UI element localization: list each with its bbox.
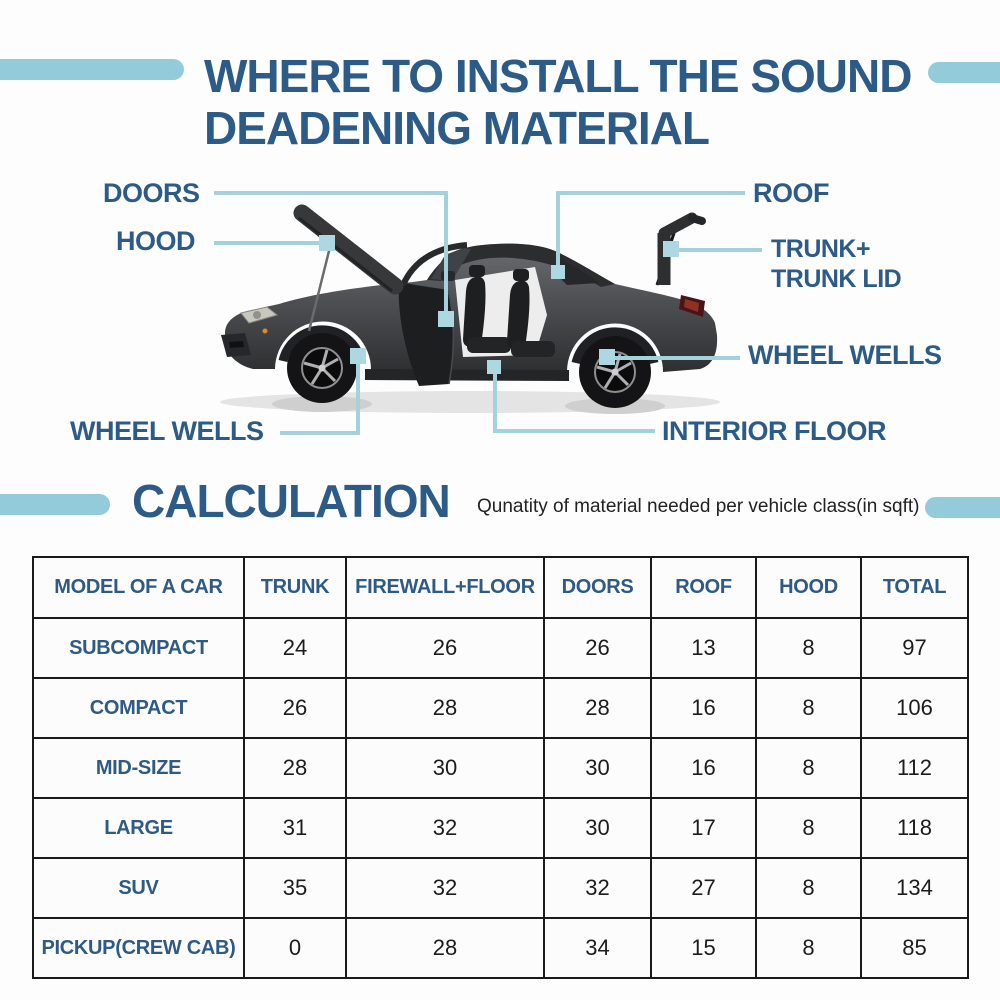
car-front-wheel bbox=[287, 333, 357, 403]
table-row-large bbox=[33, 798, 968, 858]
interior-floor-line-h bbox=[493, 429, 655, 433]
calculation-heading: CALCULATION bbox=[132, 475, 450, 527]
cell-model: PICKUP(CREW CAB) bbox=[33, 918, 244, 978]
cell-value: 112 bbox=[861, 738, 968, 798]
car-illustration bbox=[205, 185, 765, 435]
header-total: TOTAL bbox=[861, 557, 968, 618]
wheel-wells-right-marker bbox=[599, 349, 615, 365]
decor-pill-calc-left bbox=[0, 494, 110, 515]
wheel-wells-left-marker bbox=[350, 348, 366, 364]
label-wheel-wells-right: WHEEL WELLS bbox=[748, 340, 942, 370]
cell-value: 8 bbox=[756, 798, 861, 858]
trunk-callout-line bbox=[678, 248, 762, 252]
cell-value: 26 bbox=[544, 618, 651, 678]
doors-callout-line-v bbox=[444, 191, 448, 316]
cell-value: 34 bbox=[544, 918, 651, 978]
cell-value: 15 bbox=[651, 918, 756, 978]
cell-value: 0 bbox=[244, 918, 346, 978]
hood-callout-marker bbox=[319, 235, 335, 251]
car-rear-wheel bbox=[579, 336, 651, 408]
table-row-pickup bbox=[33, 918, 968, 978]
table-header-row bbox=[33, 557, 968, 618]
header-hood: HOOD bbox=[756, 557, 861, 618]
table-row-mid-size bbox=[33, 738, 968, 798]
cell-value: 30 bbox=[544, 738, 651, 798]
cell-value: 35 bbox=[244, 858, 346, 918]
cell-value: 97 bbox=[861, 618, 968, 678]
label-wheel-wells-left: WHEEL WELLS bbox=[70, 416, 264, 446]
decor-pill-calc-right bbox=[925, 497, 1000, 518]
decor-pill-top-right bbox=[928, 62, 1000, 83]
label-roof: ROOF bbox=[753, 178, 829, 208]
roof-callout-line-h bbox=[558, 191, 745, 195]
header-trunk: TRUNK bbox=[244, 557, 346, 618]
table-row-subcompact bbox=[33, 618, 968, 678]
cell-value: 31 bbox=[244, 798, 346, 858]
trunk-callout-marker bbox=[663, 241, 679, 257]
cell-value: 8 bbox=[756, 618, 861, 678]
cell-value: 32 bbox=[544, 858, 651, 918]
page-title-line-2: DEADENING MATERIAL bbox=[204, 102, 710, 154]
header-firewall-floor: FIREWALL+FLOOR bbox=[346, 557, 544, 618]
roof-callout-marker bbox=[551, 265, 565, 279]
cell-value: 17 bbox=[651, 798, 756, 858]
wheel-wells-left-line-h bbox=[280, 431, 360, 435]
cell-value: 26 bbox=[244, 678, 346, 738]
cell-value: 8 bbox=[756, 738, 861, 798]
cell-model: LARGE bbox=[33, 798, 244, 858]
cell-value: 28 bbox=[346, 678, 544, 738]
cell-value: 16 bbox=[651, 738, 756, 798]
cell-model: SUV bbox=[33, 858, 244, 918]
header-model: MODEL OF A CAR bbox=[33, 557, 244, 618]
cell-value: 106 bbox=[861, 678, 968, 738]
cell-model: COMPACT bbox=[33, 678, 244, 738]
car-side-marker bbox=[263, 329, 268, 334]
cell-value: 30 bbox=[544, 798, 651, 858]
cell-value: 8 bbox=[756, 678, 861, 738]
cell-value: 28 bbox=[346, 918, 544, 978]
interior-floor-line-v bbox=[493, 372, 497, 433]
roof-callout-line-v bbox=[556, 191, 560, 269]
doors-callout-line-h bbox=[214, 191, 447, 195]
cell-value: 8 bbox=[756, 858, 861, 918]
cell-value: 8 bbox=[756, 918, 861, 978]
doors-callout-marker bbox=[438, 311, 454, 327]
cell-value: 13 bbox=[651, 618, 756, 678]
header-roof: ROOF bbox=[651, 557, 756, 618]
interior-floor-marker bbox=[487, 360, 501, 374]
decor-pill-top-left bbox=[0, 59, 184, 80]
cell-model: SUBCOMPACT bbox=[33, 618, 244, 678]
hood-callout-line bbox=[214, 241, 324, 245]
cell-model: MID-SIZE bbox=[33, 738, 244, 798]
cell-value: 28 bbox=[544, 678, 651, 738]
cell-value: 85 bbox=[861, 918, 968, 978]
page-title-line-1: WHERE TO INSTALL THE SOUND bbox=[204, 50, 912, 102]
label-trunk-line-1: TRUNK+ bbox=[771, 235, 871, 263]
cell-value: 32 bbox=[346, 858, 544, 918]
cell-value: 134 bbox=[861, 858, 968, 918]
materials-table bbox=[32, 556, 969, 979]
cell-value: 32 bbox=[346, 798, 544, 858]
cell-value: 26 bbox=[346, 618, 544, 678]
cell-value: 28 bbox=[244, 738, 346, 798]
cell-value: 16 bbox=[651, 678, 756, 738]
cell-value: 118 bbox=[861, 798, 968, 858]
label-doors: DOORS bbox=[103, 178, 200, 208]
table-row-suv bbox=[33, 858, 968, 918]
calculation-subtitle: Qunatity of material needed per vehicle class(in sqft) bbox=[477, 496, 920, 517]
cell-value: 30 bbox=[346, 738, 544, 798]
page-title bbox=[204, 50, 911, 154]
label-interior-floor: INTERIOR FLOOR bbox=[662, 416, 886, 446]
header-doors: DOORS bbox=[544, 557, 651, 618]
car-open-hood bbox=[302, 213, 395, 286]
label-hood: HOOD bbox=[116, 226, 195, 256]
wheel-wells-left-line-v bbox=[356, 362, 360, 435]
cell-value: 27 bbox=[651, 858, 756, 918]
table-row-compact bbox=[33, 678, 968, 738]
label-trunk bbox=[771, 234, 901, 294]
wheel-wells-right-line bbox=[614, 356, 740, 360]
cell-value: 24 bbox=[244, 618, 346, 678]
label-trunk-line-2: TRUNK LID bbox=[771, 265, 902, 293]
